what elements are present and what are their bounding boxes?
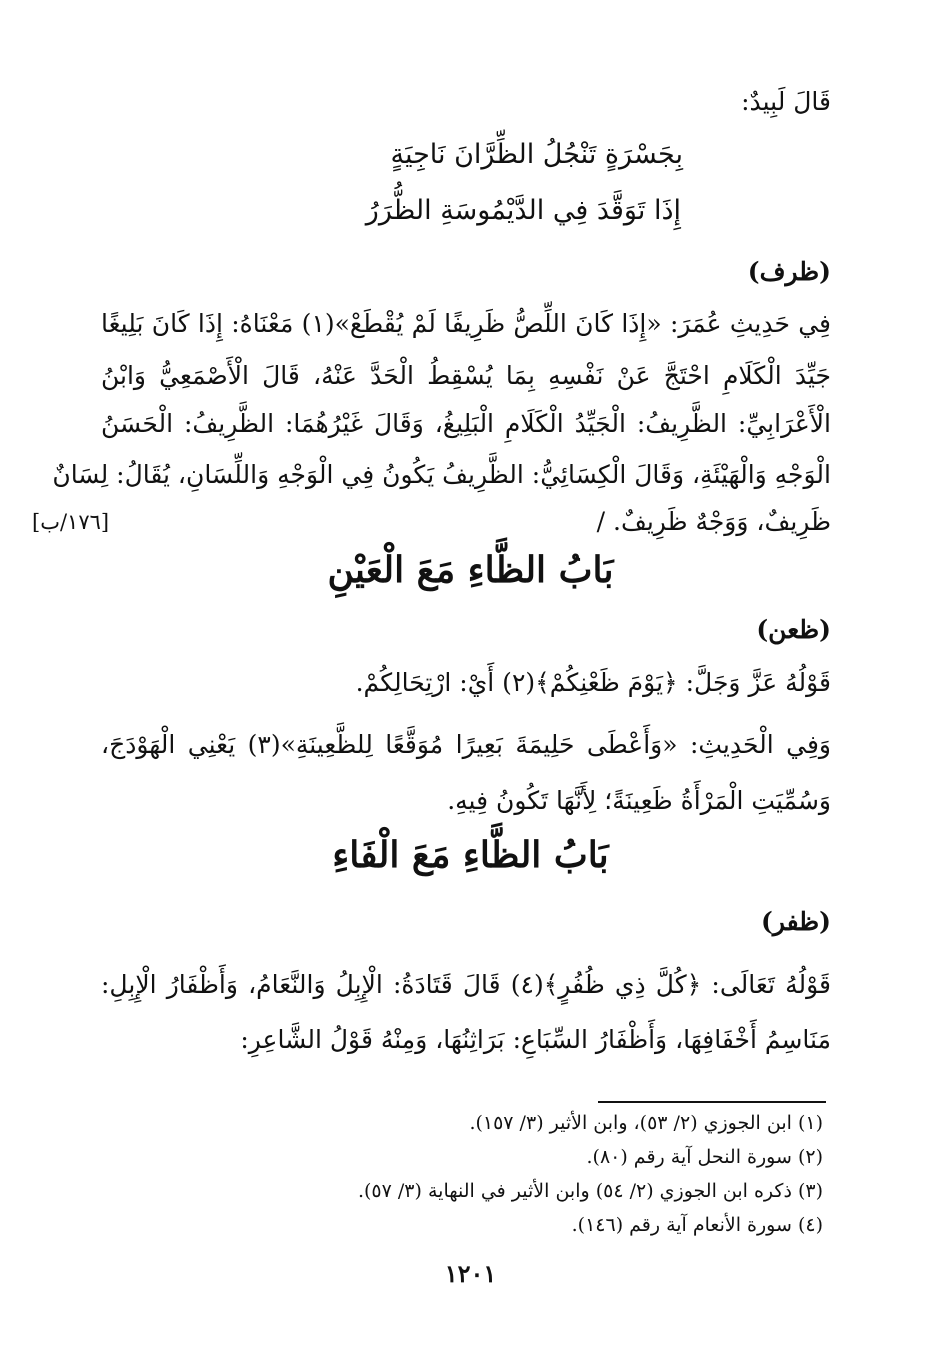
body-line: الْأَعْرَابِيِّ: الظَّرِيفُ: الْجَيِّدُ الْكَلَامِ الْبَلِيغُ، وَقَالَ غَيْرُهُمَا: الظَّرِيفُ: الْحَسَنُ [101, 409, 831, 438]
entry-heading-zarf: (ظرف) [747, 257, 831, 286]
body-line: وَسُمِّيَتِ الْمَرْأَةُ ظَعِينَةً؛ لِأَنَّهَا تَكُونُ فِيهِ. [447, 786, 831, 815]
verse-line-2: إِذَا تَوَقَّدَ فِي الدَّيْمُوسَةِ الظُّرَرُ [365, 195, 681, 226]
body-line: وَفِي الْحَدِيثِ: «وَأَعْطَى حَلِيمَةَ بَعِيرًا مُوَقَّعًا لِلظَّعِينَةِ»(٣) يَعْنِي الْهَوْدَجَ، [101, 730, 831, 759]
footnote: (٣) ذكره ابن الجوزي (٢/ ٥٤) وابن الأثير في النهاية (٣/ ٥٧). [357, 1180, 823, 1202]
entry-heading-zafar: (ظفر) [761, 907, 831, 936]
page-number: ١٢٠١ [444, 1259, 497, 1288]
chapter-heading: بَابُ الظَّاءِ مَعَ الْفَاءِ [332, 834, 609, 876]
body-line: فِي حَدِيثِ عُمَرَ: «إِذَا كَانَ اللِّصُّ ظَرِيفًا لَمْ يُقْطَعْ»(١) مَعْنَاهُ: إِذَا كَانَ بَلِيغًا [101, 309, 831, 338]
footnote-divider [598, 1101, 826, 1103]
body-line: جَيِّدَ الْكَلَامِ احْتَجَّ عَنْ نَفْسِهِ بِمَا يُسْقِطُ الْحَدَّ عَنْهُ، قَالَ الْأَصْمَعِيُّ وَابْنُ [101, 361, 831, 390]
entry-heading-zaan: (ظعن) [756, 615, 831, 644]
body-line: ظَرِيفٌ، وَوَجْهٌ ظَرِيفٌ. / [596, 507, 831, 536]
body-line: مَنَاسِمُ أَخْفَافِهَا، وَأَظْفَارُ السِّبَاعِ: بَرَاثِنُهَا، وَمِنْهُ قَوْلُ الشَّاعِرِ: [240, 1025, 831, 1054]
body-line: قَوْلُهُ عَزَّ وَجَلَّ: ﴿يَوْمَ ظَعْنِكُمْ﴾(٢) أَيْ: ارْتِحَالِكُمْ. [355, 668, 831, 697]
body-line: قَوْلُهُ تَعَالَى: ﴿كُلَّ ذِي ظُفُرٍ﴾(٤) قَالَ قَتَادَةُ: الْإِبِلُ وَالنَّعَامُ، وَأَظْفَارُ الْإِبِلِ: [101, 970, 831, 999]
footnote: (٢) سورة النحل آية رقم (٨٠). [586, 1146, 823, 1168]
folio-marker: [١٧٦/ب] [32, 510, 110, 534]
footnote: (٤) سورة الأنعام آية رقم (١٤٦). [571, 1214, 823, 1236]
speaker-line: قَالَ لَبِيدٌ: [741, 87, 831, 116]
chapter-heading: بَابُ الظَّاءِ مَعَ الْعَيْنِ [327, 549, 614, 591]
body-line: الْوَجْهِ وَالْهَيْئَةِ، وَقَالَ الْكِسَائِيُّ: الظَّرِيفُ يَكُونُ فِي الْوَجْهِ وَاللِّسَانِ، يُقَالُ: لِسَانٌ [52, 460, 831, 489]
footnote: (١) ابن الجوزي (٢/ ٥٣)، وابن الأثير (٣/ ١٥٧). [469, 1112, 823, 1134]
verse-line-1: بِجَسْرَةٍ تَنْجُلُ الظِّرَّانَ نَاجِيَةٍ [390, 139, 683, 170]
